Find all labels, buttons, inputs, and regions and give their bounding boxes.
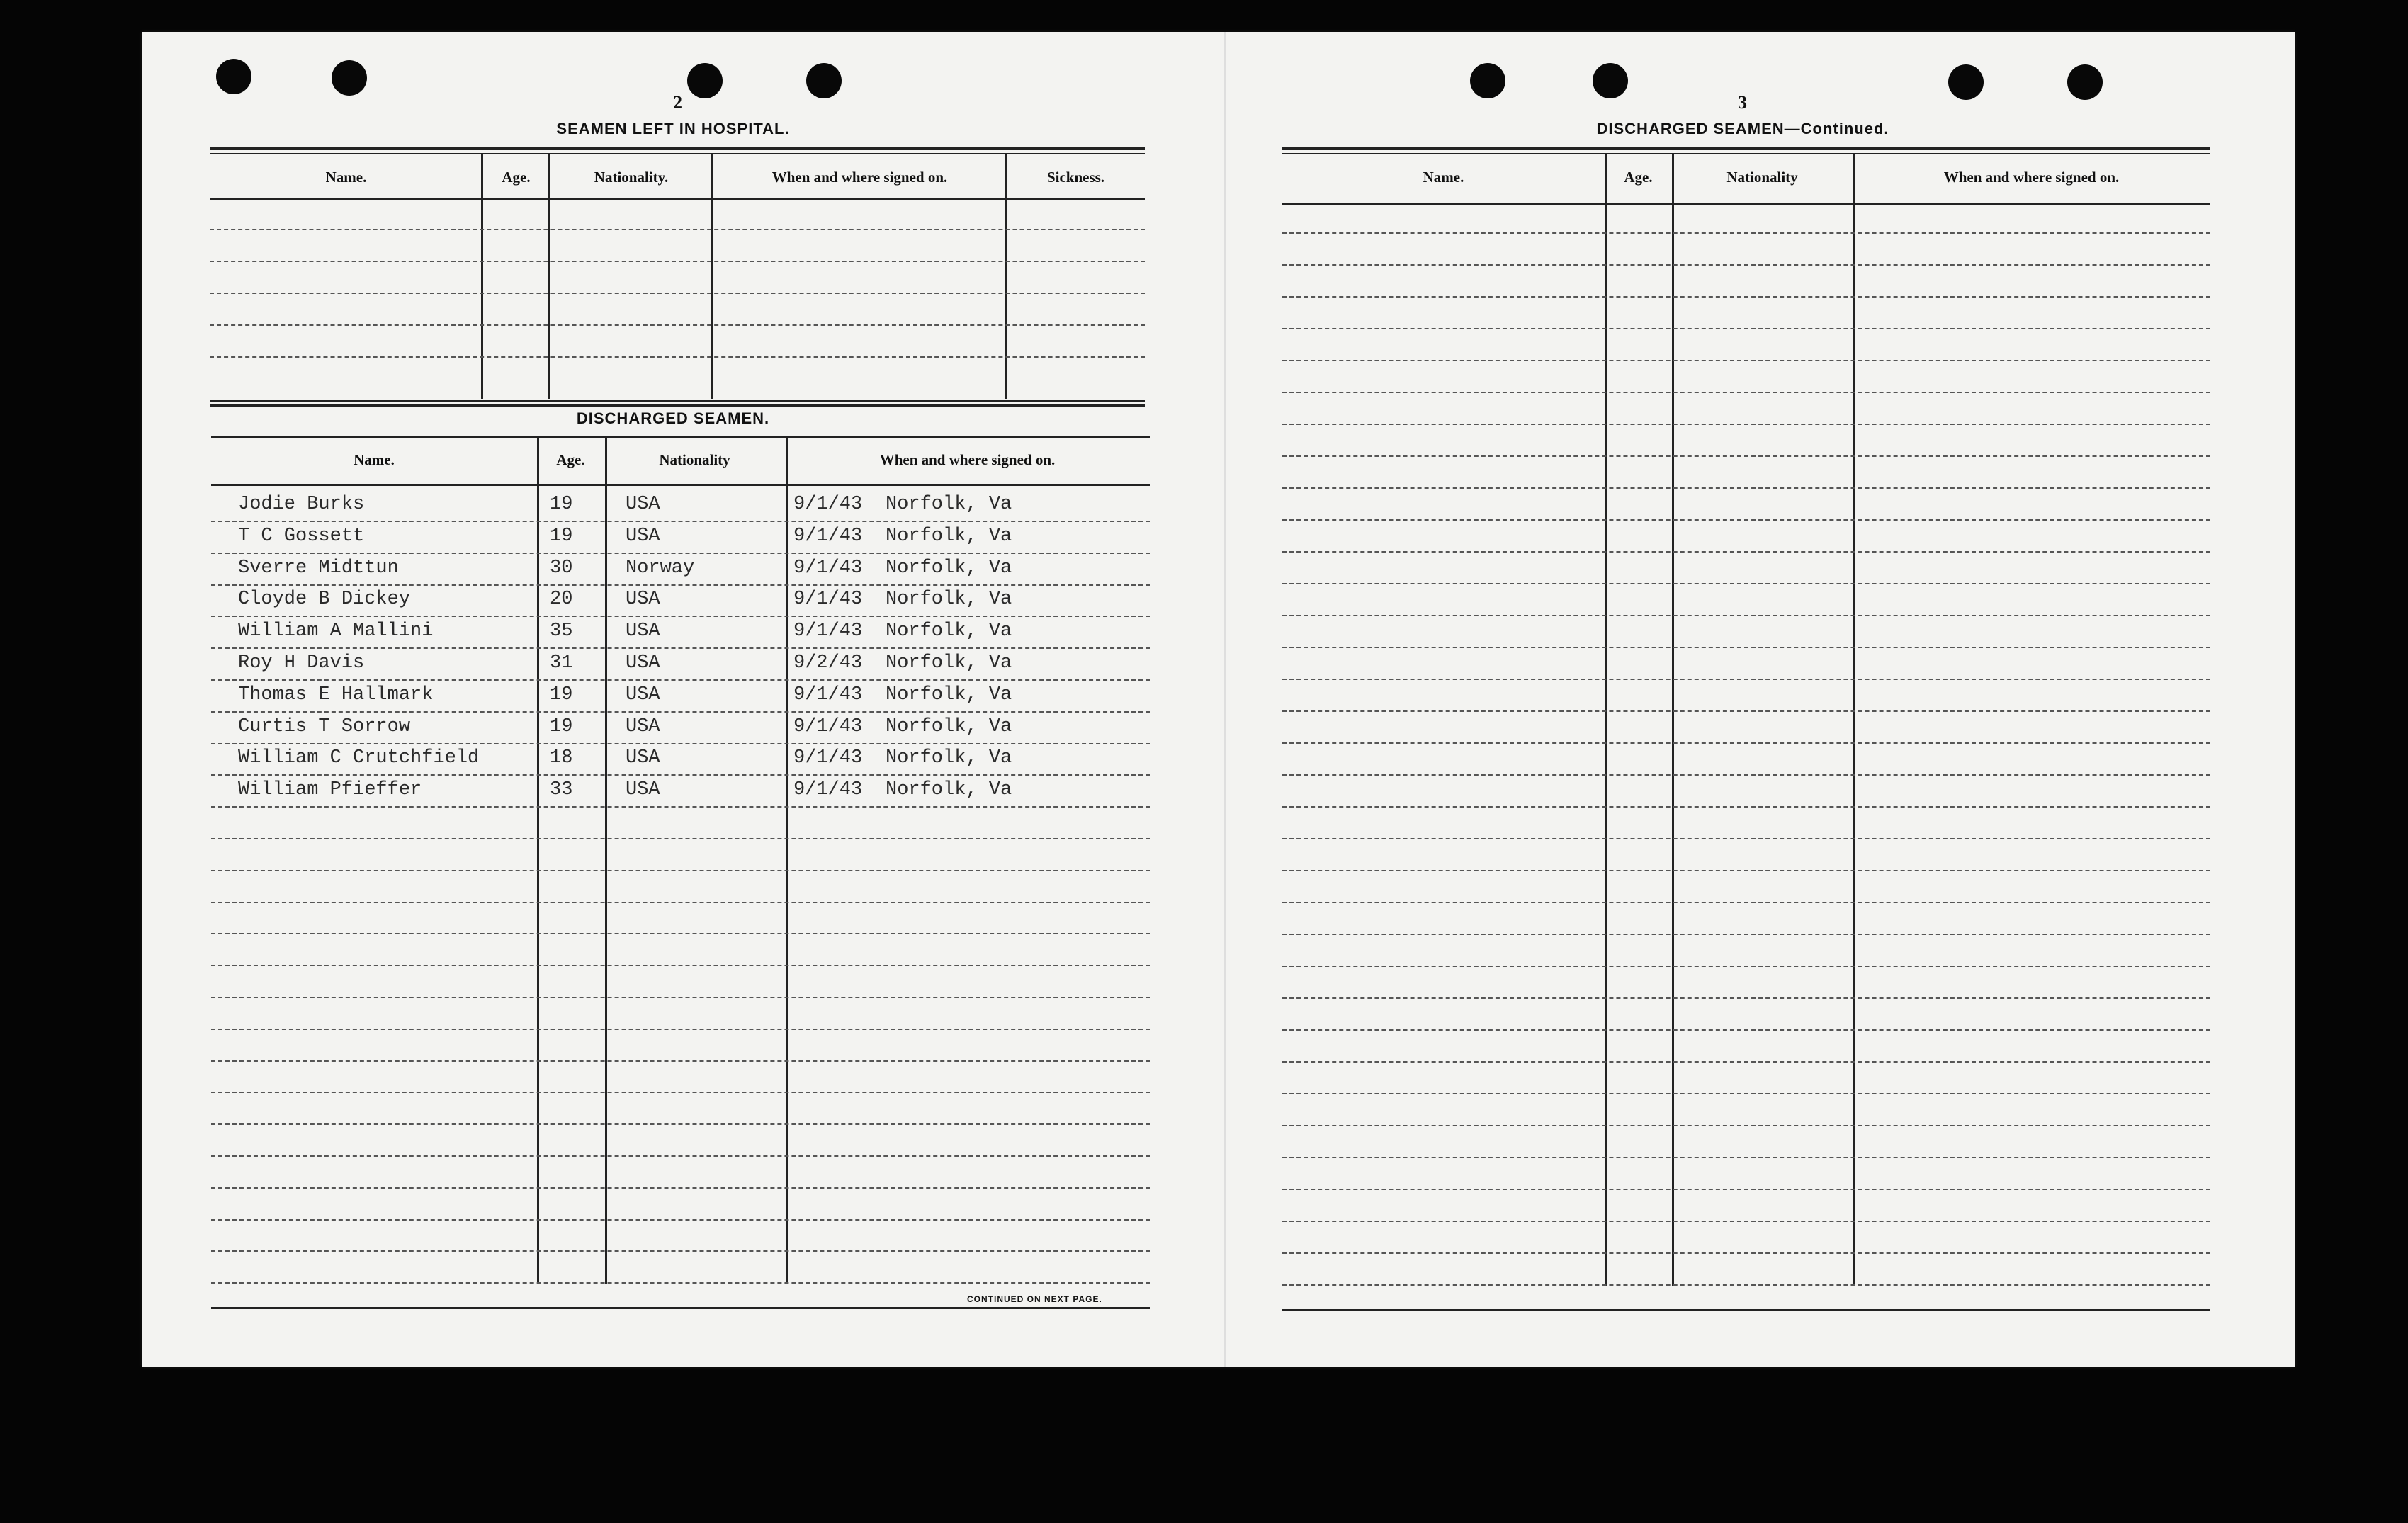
discharged-cell-date: 9/1/43 [793, 525, 863, 547]
discharged-cell-place: Norfolk, Va [886, 652, 1012, 674]
hospital-section-title: SEAMEN LEFT IN HOSPITAL. [556, 120, 790, 137]
hospital-header-age: Age. [502, 169, 531, 186]
hospital-header-name: Name. [325, 169, 367, 186]
discharged-cell-nationality: USA [626, 652, 660, 674]
discharged-cell-age: 19 [550, 525, 573, 547]
discharged-cell-age: 35 [550, 621, 573, 642]
discharged-cell-date: 9/1/43 [793, 589, 863, 611]
discharged-cell-age: 33 [550, 779, 573, 801]
discharged-cell-place: Norfolk, Va [886, 684, 1012, 706]
discharged-cell-date: 9/2/43 [793, 652, 863, 674]
continued-footer: CONTINUED ON NEXT PAGE. [967, 1294, 1102, 1304]
punch-hole [1593, 63, 1628, 98]
discharged-cell-place: Norfolk, Va [886, 779, 1012, 801]
discharged-cell-date: 9/1/43 [793, 684, 863, 706]
discharged-section-title: DISCHARGED SEAMEN. [576, 409, 770, 427]
discharged-cell-place: Norfolk, Va [886, 747, 1012, 769]
discharged-cell-age: 19 [550, 715, 573, 737]
continued-header-nationality: Nationality [1726, 169, 1798, 186]
discharged-cell-place: Norfolk, Va [886, 715, 1012, 737]
discharged-cell-name: Sverre Midttun [238, 557, 399, 579]
discharged-table [211, 436, 1150, 1314]
discharged-cell-nationality: USA [626, 525, 660, 547]
discharged-cell-nationality: USA [626, 779, 660, 801]
continued-header-signed-on: When and where signed on. [1943, 169, 2120, 186]
discharged-cell-age: 18 [550, 747, 573, 769]
discharged-cell-name: Jodie Burks [238, 494, 365, 515]
continued-header-age: Age. [1624, 169, 1653, 186]
continued-header-name: Name. [1423, 169, 1464, 186]
discharged-cell-nationality: USA [626, 747, 660, 769]
hospital-header-signed-on: When and where signed on. [771, 169, 948, 186]
discharged-cell-date: 9/1/43 [793, 747, 863, 769]
discharged-cell-nationality: Norway [626, 557, 695, 579]
punch-hole [687, 63, 723, 98]
discharged-continued-title: DISCHARGED SEAMEN—Continued. [1596, 120, 1889, 137]
discharged-cell-name: Roy H Davis [238, 652, 365, 674]
discharged-cell-place: Norfolk, Va [886, 525, 1012, 547]
discharged-cell-place: Norfolk, Va [886, 494, 1012, 515]
form-sheet [142, 32, 2295, 1367]
discharged-cell-date: 9/1/43 [793, 557, 863, 579]
discharged-cell-date: 9/1/43 [793, 494, 863, 515]
discharged-cell-name: Thomas E Hallmark [238, 684, 434, 706]
discharged-cell-date: 9/1/43 [793, 779, 863, 801]
punch-hole [1948, 64, 1984, 100]
punch-hole [332, 60, 367, 96]
discharged-header-signed-on: When and where signed on. [879, 451, 1056, 468]
hospital-header-sickness: Sickness. [1046, 169, 1105, 186]
discharged-cell-nationality: USA [626, 621, 660, 642]
discharged-cell-name: William C Crutchfield [238, 747, 480, 769]
discharged-cell-nationality: USA [626, 494, 660, 515]
discharged-cell-nationality: USA [626, 684, 660, 706]
discharged-cell-date: 9/1/43 [793, 715, 863, 737]
punch-hole [1470, 63, 1505, 98]
discharged-cell-age: 30 [550, 557, 573, 579]
discharged-cell-nationality: USA [626, 589, 660, 611]
discharged-cell-date: 9/1/43 [793, 621, 863, 642]
hospital-header-nationality: Nationality. [594, 169, 669, 186]
discharged-cell-age: 19 [550, 684, 573, 706]
discharged-cell-age: 19 [550, 494, 573, 515]
punch-hole [806, 63, 842, 98]
discharged-cell-place: Norfolk, Va [886, 589, 1012, 611]
discharged-cell-name: William A Mallini [238, 621, 434, 642]
discharged-cell-name: Curtis T Sorrow [238, 715, 411, 737]
hospital-table [210, 147, 1145, 431]
discharged-header-age: Age. [556, 451, 585, 468]
discharged-cell-age: 20 [550, 589, 573, 611]
discharged-cell-name: T C Gossett [238, 525, 365, 547]
discharged-cell-name: Cloyde B Dickey [238, 589, 411, 611]
discharged-cell-place: Norfolk, Va [886, 557, 1012, 579]
discharged-cell-place: Norfolk, Va [886, 621, 1012, 642]
page-fold [1224, 32, 1226, 1367]
discharged-continued-table [1282, 147, 2210, 1323]
discharged-header-nationality: Nationality [659, 451, 730, 468]
discharged-cell-nationality: USA [626, 715, 660, 737]
discharged-cell-name: William Pfieffer [238, 779, 422, 801]
page-number-left: 2 [673, 92, 682, 113]
punch-hole [2067, 64, 2103, 100]
discharged-header-name: Name. [354, 451, 395, 468]
page-number-right: 3 [1738, 92, 1747, 113]
discharged-cell-age: 31 [550, 652, 573, 674]
punch-hole [216, 59, 251, 94]
